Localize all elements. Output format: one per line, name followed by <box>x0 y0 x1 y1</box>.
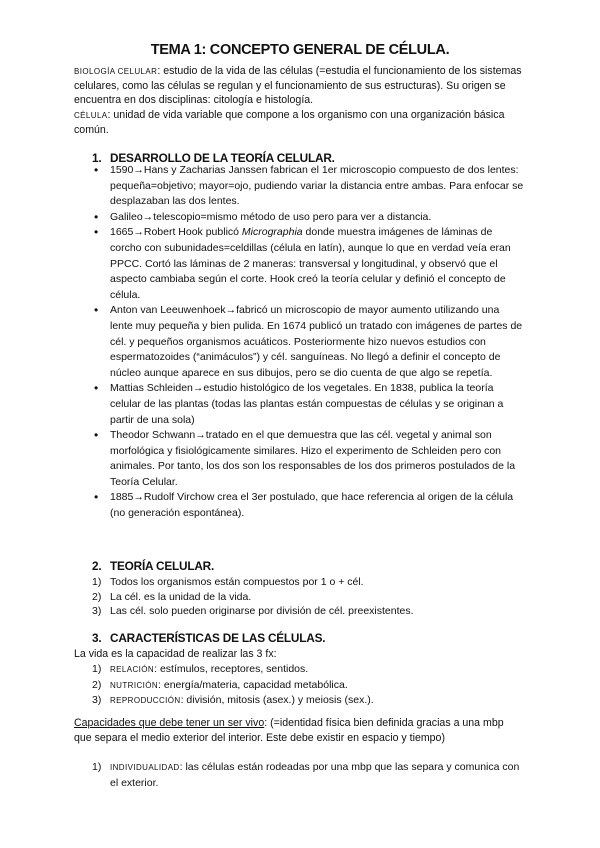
section-heading-3 <box>92 631 325 645</box>
definition-biologia-celular: : estudio de la vida de las células (=estudia el funcionamiento de los sistemas celulares, como las células se regulan y el funcionamiento de sus estructuras). Su origen se encuentra en dos disciplinas: citología e histología. <box>74 65 522 107</box>
section-number: 2. <box>92 559 102 573</box>
item-term: INDIVIDUALIDAD <box>110 763 180 772</box>
section-title: DESARROLLO DE LA TEORÍA CELULAR. <box>110 151 335 165</box>
postulates-list <box>92 575 524 619</box>
characteristics-lead: La vida es la capacidad de realizar las 3 fx: <box>74 648 277 660</box>
list-item: • 1885→Rudolf Virchow crea el 3er postulado, que hace referencia al origen de la célula (no generación espontánea). <box>92 490 524 521</box>
capacities-paragraph <box>74 716 524 745</box>
capacities-list <box>92 760 524 790</box>
definition-celula: : unidad de vida variable que compone a los organismo con una organización básica común. <box>74 108 505 136</box>
term-celula: CÉLULA <box>74 110 108 120</box>
list-item-text: 1665→Robert Hook publicó <box>110 226 242 239</box>
term-biologia-celular: BIOLOGÍA CELULAR <box>74 67 158 76</box>
list-item <box>92 604 524 619</box>
list-item: • 1590→Hans y Zacharias Janssen fabrican el 1er microscopio compuesto de dos lentes: pequeña=objetivo; mayor=ojo, pudiendo variar la distancia entre ambas. Para enfocar se desplazaban las dos lentes. <box>92 163 524 210</box>
list-item <box>92 590 524 605</box>
item-number: 3) <box>92 605 102 618</box>
page-title: TEMA 1: CONCEPTO GENERAL DE CÉLULA. <box>150 42 450 58</box>
item-number: 1) <box>92 761 102 773</box>
list-item <box>92 693 524 709</box>
item-number: 3) <box>92 694 102 707</box>
intro-paragraph <box>74 64 524 137</box>
capacities-label: Capacidades que debe tener un ser vivo <box>74 717 265 729</box>
list-item: • Anton van Leeuwenhoek→fabricó un microscopio de mayor aumento utilizando una lente muy pequeña y bien pulida. En 1674 publicó un tratado con imágenes de partes de cél. y pequeños organismos acuáticos. Posteriormente hizo nuevos estudios con espermatozoides (“animáculos”) y cél. sanguíneas. No llegó a definir el concepto de núcleo aunque aparece en sus dibujos, pero se dio cuenta de que algo se repetía. <box>92 303 524 381</box>
section-heading-2 <box>92 559 214 573</box>
item-text: : las células están rodeadas por una mbp que las separa y comunica con el exterior. <box>110 761 520 789</box>
section-number: 1. <box>92 151 102 165</box>
item-term: REPRODUCCIÓN <box>110 696 181 706</box>
list-item: • Mattias Schleiden→estudio histológico de los vegetales. En 1838, publica la teoría celular de las plantas (todas las plantas están compuestas de células y se originan a partir de una sola) <box>92 381 524 428</box>
item-text: Todos los organismos están compuestos por 1 o + cél. <box>110 576 364 588</box>
history-list <box>92 163 524 522</box>
item-text: : energía/materia, capacidad metabólica. <box>158 678 348 691</box>
item-term: RELACIÓN <box>110 665 155 674</box>
list-item <box>92 225 524 303</box>
item-number: 1) <box>92 663 102 675</box>
list-item <box>92 662 524 678</box>
item-text: Las cél. solo pueden originarse por división de cél. preexistentes. <box>110 605 414 618</box>
list-item: • Galileo→telescopio=mismo método de uso pero para ver a distancia. <box>92 210 524 226</box>
list-item <box>92 575 524 590</box>
item-number: 1) <box>92 576 102 588</box>
item-text: : estímulos, receptores, sentidos. <box>154 663 309 675</box>
capacities-text: : (=identidad física bien definida gracias a una mbp que separa el medio exterior del interior. Este debe existir en espacio y tiempo) <box>74 717 504 744</box>
list-item <box>92 760 524 790</box>
list-item: • Theodor Schwann→tratado en el que demuestra que las cél. vegetal y animal son morfológica y fisiológicamente similares. Hizo el experimento de Schleiden pero con animales. Por tanto, los dos son los responsables de los dos primeros postulados de la Teoría Celular. <box>92 428 524 490</box>
section-title: TEORÍA CELULAR. <box>110 559 215 573</box>
item-text: La cél. es la unidad de la vida. <box>110 590 252 603</box>
list-item-text: donde muestra imágenes de láminas de corcho con subunidades=celdillas (célula en latín), aunque lo que en verdad veía eran PPCC. Cortó las láminas de 2 maneras: transversal y longitudinal, y observó que el aspecto cambiaba según el corte. Hook creó la teoría celular y definió el concepto de célula. <box>110 226 511 301</box>
list-item <box>92 678 524 694</box>
book-title: Micrographia <box>241 226 303 239</box>
item-text: : división, mitosis (asex.) y meiosis (sex.). <box>180 694 374 707</box>
item-term: NUTRICIÓN <box>110 680 159 690</box>
item-number: 2) <box>92 678 102 691</box>
item-number: 2) <box>92 590 102 603</box>
section-number: 3. <box>92 631 102 645</box>
section-title: CARACTERÍSTICAS DE LAS CÉLULAS. <box>110 631 326 645</box>
functions-list <box>92 662 524 709</box>
